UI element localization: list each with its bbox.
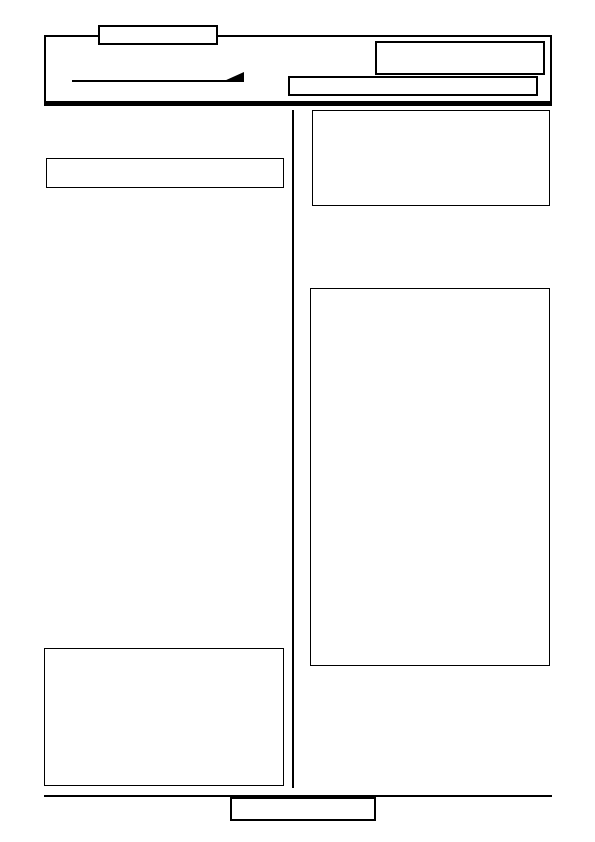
header-right-bar	[288, 76, 538, 96]
section-4-paragraph	[314, 419, 546, 481]
footer-page-box	[230, 797, 376, 821]
section-4-paragraph	[314, 595, 546, 633]
section-2-paragraph	[46, 462, 286, 522]
section-4-paragraph	[314, 487, 546, 591]
section-2-paragraph	[46, 528, 286, 594]
column-divider	[292, 110, 294, 788]
header-tab	[98, 25, 218, 45]
header-wedge	[224, 72, 244, 81]
section-4-paragraph	[314, 347, 546, 415]
section-2-paragraph	[46, 390, 286, 436]
header-caption-rule	[72, 80, 244, 82]
section-4-paragraph	[314, 635, 546, 661]
section-2-paragraph	[46, 256, 286, 312]
header-right-box	[375, 41, 545, 75]
header-bottom-rule	[44, 103, 552, 106]
section-4-paragraph	[314, 292, 546, 344]
section-2-paragraph	[46, 318, 286, 374]
section-1-box	[46, 158, 284, 188]
section-4-box	[310, 288, 550, 666]
section-2-paragraph	[46, 442, 286, 460]
section-3-box	[44, 648, 284, 786]
right-top-block	[312, 110, 550, 206]
